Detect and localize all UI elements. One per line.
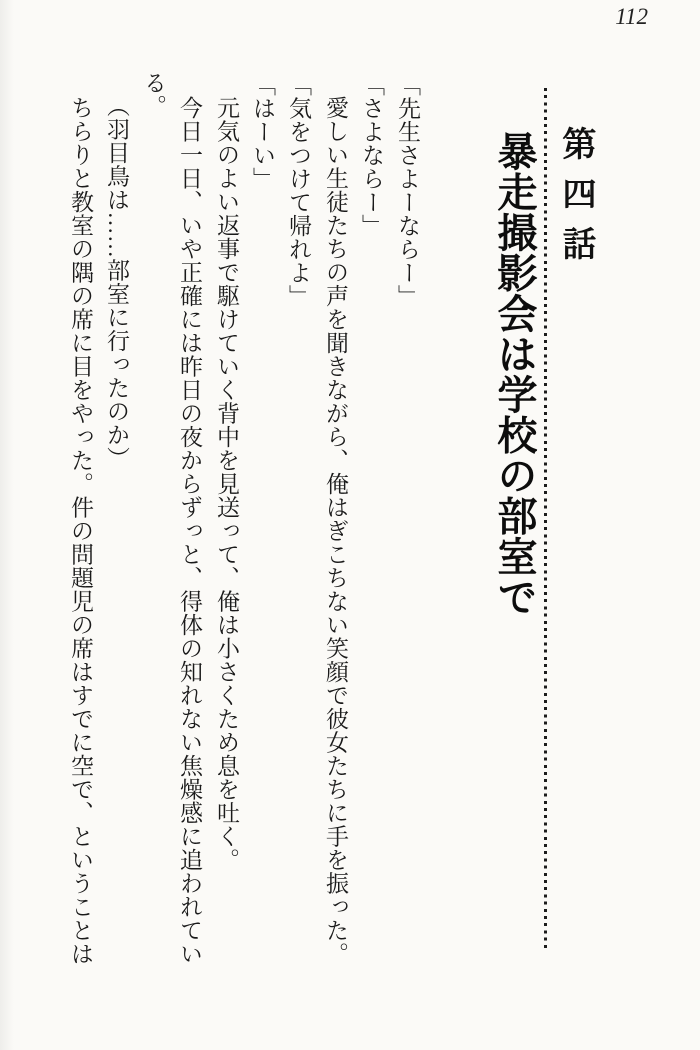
text-column-6: 元気のよい返事で駆けていく背中を見送って、俺は小さくため息を吐く。 bbox=[214, 96, 239, 872]
text-column-8: る。 bbox=[141, 71, 166, 118]
chapter-title: 暴走撮影会は学校の部室で bbox=[491, 131, 537, 617]
text-column-1: 「先生さよーならー」 bbox=[395, 73, 420, 308]
page-number: 112 bbox=[615, 4, 648, 29]
text-column-4: 「気をつけて帰れよ」 bbox=[286, 73, 311, 308]
chapter-label: 第四話 bbox=[556, 126, 596, 276]
text-column-3: 愛しい生徒たちの声を聞きながら、俺はぎこちない笑顔で彼女たちに手を振った。 bbox=[323, 96, 348, 966]
text-column-9: （羽目鳥は……部室に行ったのか） bbox=[104, 94, 129, 470]
chapter-divider-dotted-rule bbox=[544, 88, 547, 948]
text-column-2: 「さよならー」 bbox=[359, 73, 384, 238]
text-column-10: ちらりと教室の隅の席に目をやった。件の問題児の席はすでに空で、ということは bbox=[68, 96, 93, 966]
text-column-7: 今日一日、いや正確には昨日の夜からずっと、得体の知れない焦燥感に追われてい bbox=[177, 96, 202, 966]
text-column-5: 「はーい」 bbox=[250, 73, 275, 191]
